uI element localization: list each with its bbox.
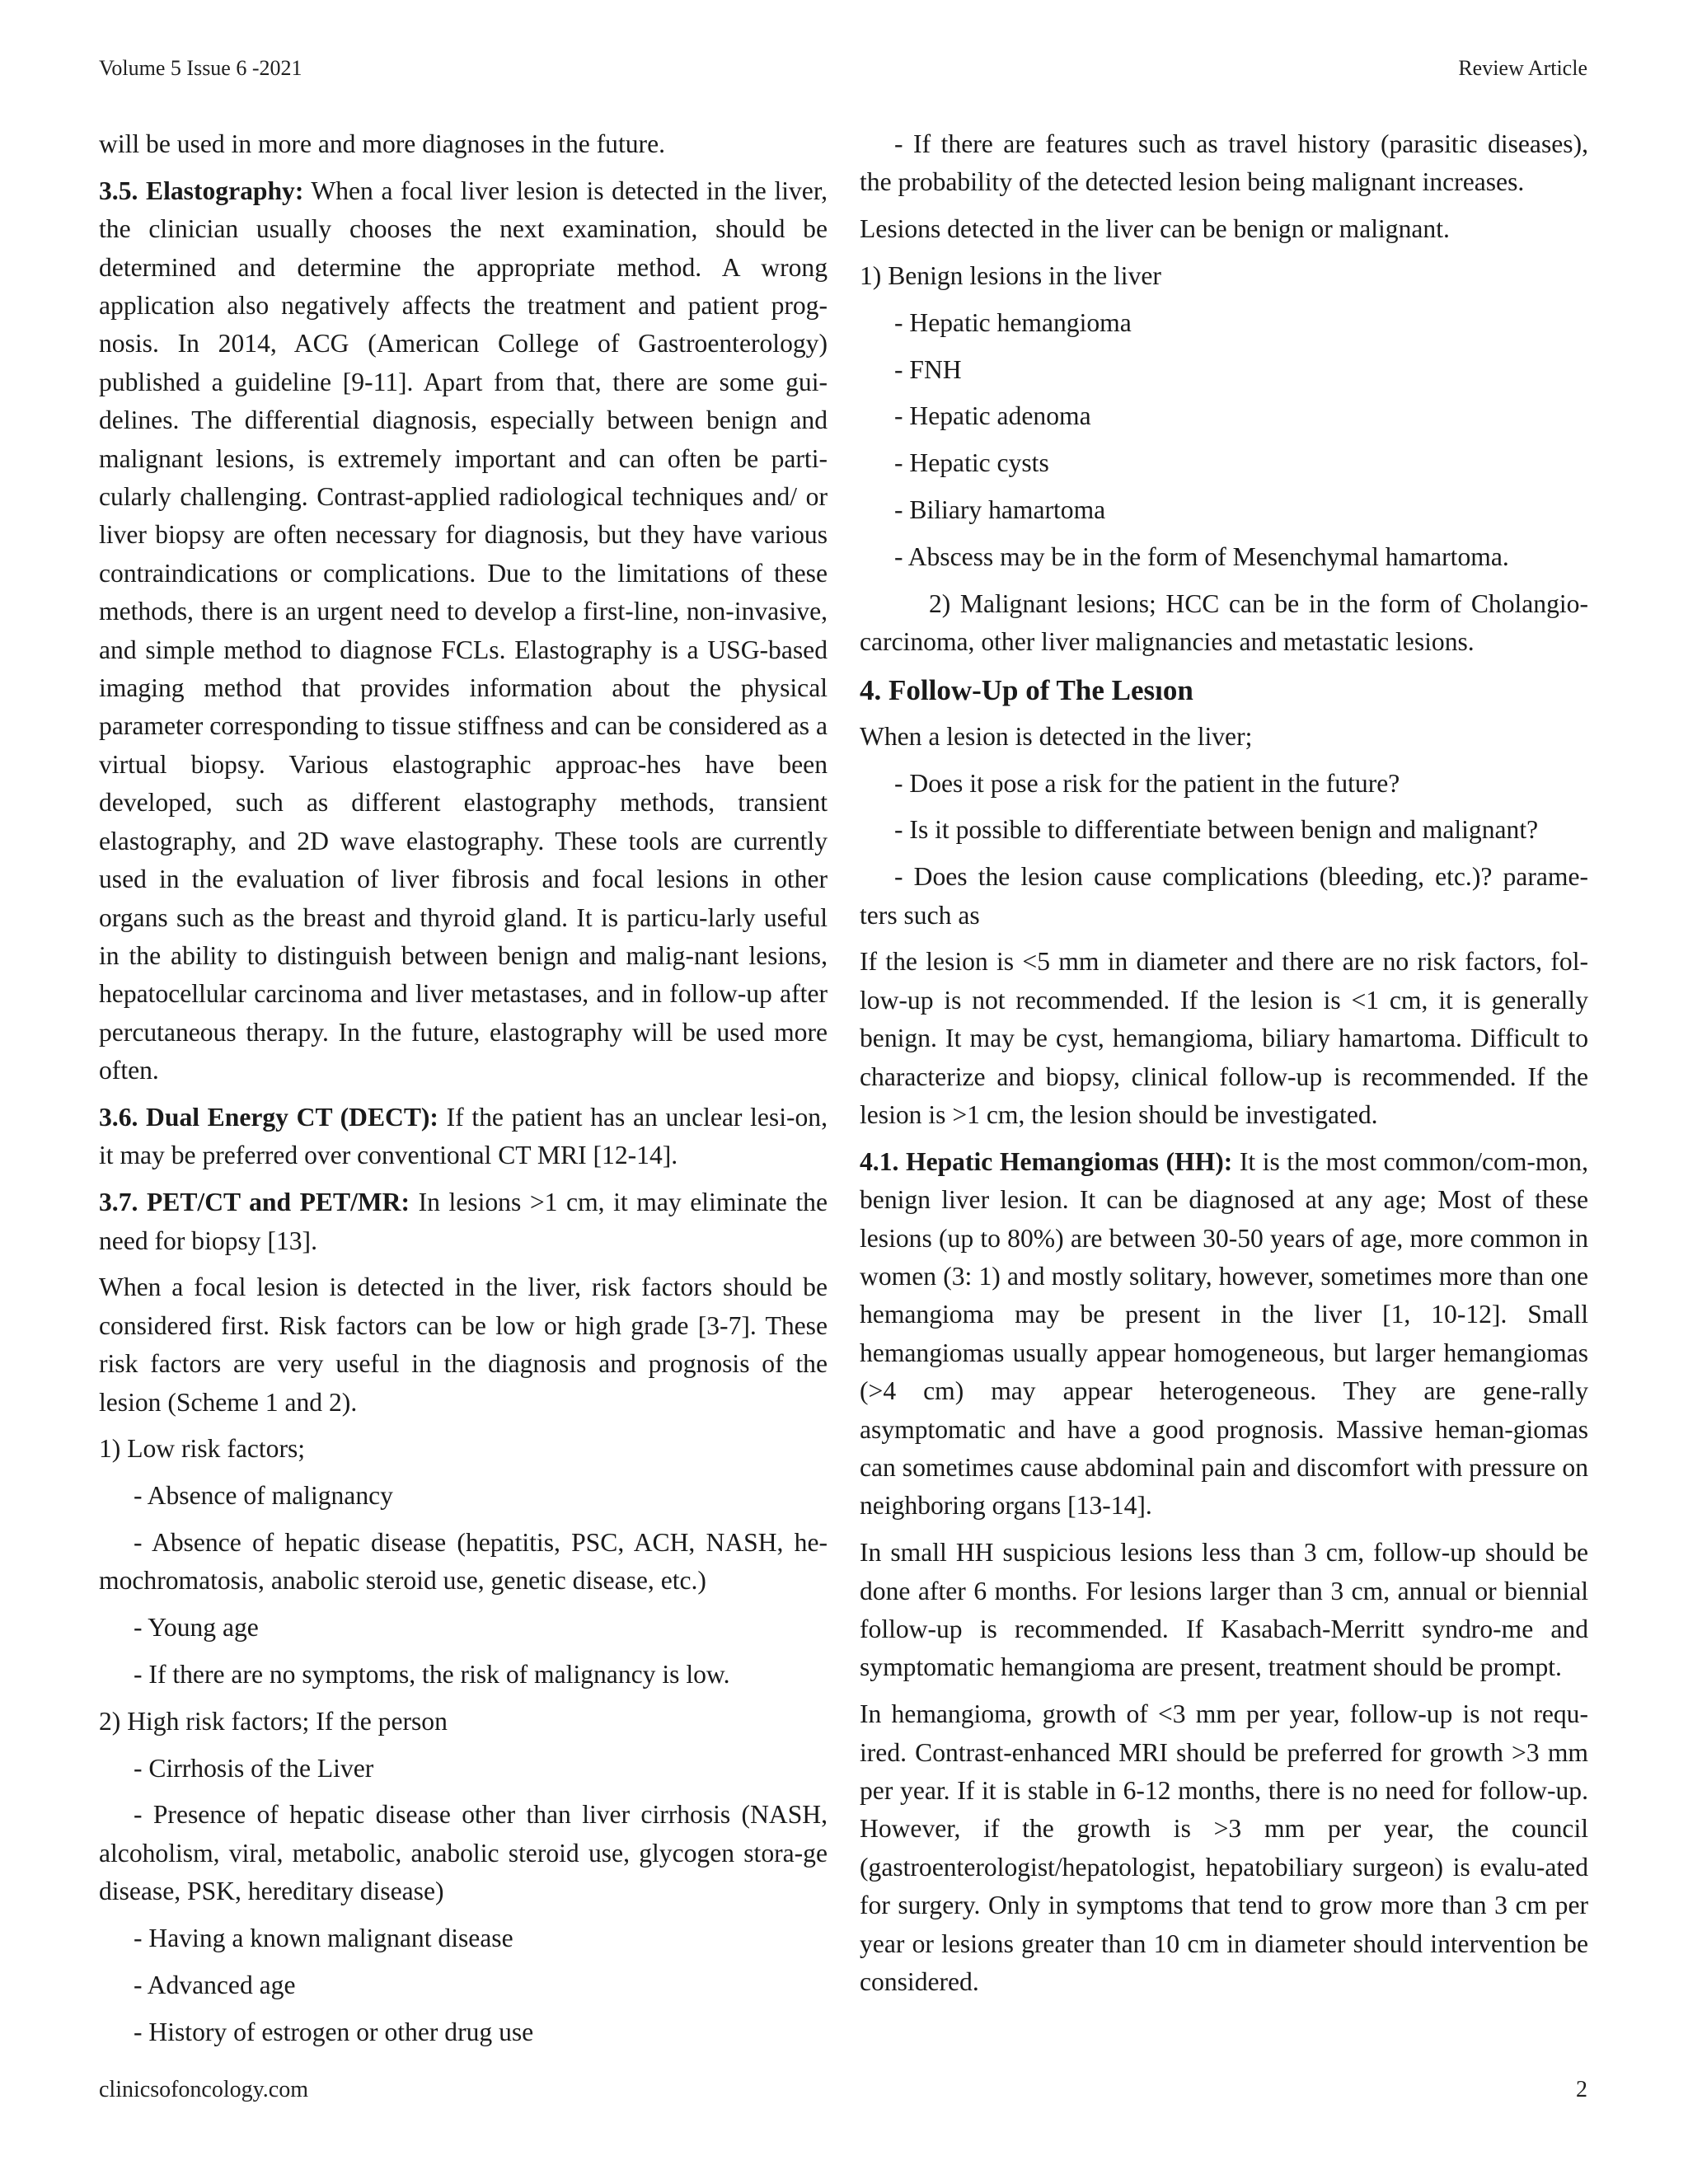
section-4-1 xyxy=(860,1143,1588,1526)
list-item: - Is it possible to differentiate between benign and malignant? xyxy=(894,815,1539,845)
list-item: - Young age xyxy=(134,1613,259,1643)
list-item: - Hepatic adenoma xyxy=(894,401,1091,431)
paragraph: - If there are features such as travel history (parasitic diseases), the probability of the detected lesion being malignant increases. xyxy=(860,129,1588,197)
section-title: 4.1. Hepatic Hemangiomas (HH): xyxy=(860,1146,1233,1176)
left-column xyxy=(99,125,828,2060)
list-item: - Having a known malignant disease xyxy=(134,1923,513,1952)
list-item: - If there are no symptoms, the risk of malignancy is low. xyxy=(134,1659,730,1689)
paragraph: In small HH suspicious lesions less than 3 cm, follow-up should be done after 6 months. For lesions larger than 3 cm, annual or biennial follow-up is recommended. If Kasabach-Merritt syndro-me and symptomatic hemangioma are present, treatment should be prompt. xyxy=(860,1538,1588,1682)
list-item: - Cirrhosis of the Liver xyxy=(134,1753,374,1783)
list-heading: 1) Low risk factors; xyxy=(99,1434,306,1464)
paragraph: Lesions detected in the liver can be benign or malignant. xyxy=(860,214,1450,244)
list-item: - Does the lesion cause complications (bleeding, etc.)? parame-ters such as xyxy=(860,862,1588,930)
paragraph: When a focal lesion is detected in the liver, risk factors should be considered first. Risk factors can be low or high grade [3-7]. These risk factors are very useful in the diagnosis and prognosis of the lesion (Scheme 1 and 2). xyxy=(99,1272,828,1417)
list-item: - Abscess may be in the form of Mesenchymal hamartoma. xyxy=(894,541,1509,571)
list-heading: 2) High risk factors; If the person xyxy=(99,1706,448,1736)
section-3-5 xyxy=(99,172,828,1090)
section-text: In lesions >1 cm, it may eliminate the need for biopsy [13]. xyxy=(99,1188,828,1255)
list-item: - Does it pose a risk for the patient in the future? xyxy=(894,768,1400,798)
section-title: 3.5. Elastography: xyxy=(99,176,304,205)
list-heading: 1) Benign lesions in the liver xyxy=(860,261,1161,290)
paragraph: If the lesion is <5 mm in diameter and there are no risk factors, fol-low-up is not recommended. If the lesion is <1 cm, it is generally benign. It may be cyst, hemangioma, biliary hamartoma. Difficult to characterize and biopsy, clinical follow-up is recommended. If the lesion is >1 cm, the lesion should be investigated. xyxy=(860,947,1588,1129)
list-item: - Presence of hepatic disease other than liver cirrhosis (NASH, alcoholism, viral, metabolic, anabolic steroid use, glycogen stora-ge disease, PSK, hereditary disease) xyxy=(99,1800,828,1906)
paragraph: will be used in more and more diagnoses in the future. xyxy=(99,129,665,158)
list-item: - Hepatic cysts xyxy=(894,448,1049,478)
right-column xyxy=(860,125,1588,2010)
journal-website: clinicsofoncology.com xyxy=(99,2077,309,2102)
list-item: - Absence of malignancy xyxy=(134,1481,393,1511)
section-heading-4: 4. Follow-Up of The Lesıon xyxy=(860,673,1193,706)
paragraph: 2) Malignant lesions; HCC can be in the form of Cholangio-carcinoma, other liver malignancies and metastatic lesions. xyxy=(860,588,1588,656)
section-title: 3.6. Dual Energy CT (DECT): xyxy=(99,1102,438,1132)
section-text: If the patient has an unclear lesi-on, it may be preferred over conventional CT MRI [12-14]. xyxy=(99,1102,828,1170)
paragraph: When a lesion is detected in the liver; xyxy=(860,721,1253,751)
page-number: 2 xyxy=(1576,2077,1587,2102)
list-item: - Absence of hepatic disease (hepatitis, PSC, ACH, NASH, he-mochromatosis, anabolic steroid use, genetic disease, etc.) xyxy=(99,1527,828,1596)
list-item: - History of estrogen or other drug use xyxy=(134,2017,534,2046)
section-text: When a focal liver lesion is detected in the liver, the clinician usually chooses the next examination, should be determined and determine the appropriate method. A wrong application also negatively affects the treatment and patient prog-nosis. In 2014, ACG (American College of Gastroenterology) published a guideline [9-11]. Apart from that, there are some gui-delines. The differential diagnosis, especially between benign and malignant lesions, is extremely important and can often be parti-cularly challenging. Contrast-applied radiological techniques and/ or liver biopsy are often necessary for diagnosis, but they have various contraindications or complications. Due to the limitations of these methods, there is an urgent need to develop a first-line, non-invasive, and simple method to diagnose FCLs. Elastography is a USG-based imaging method that provides information about the physical parameter corresponding to tissue stiffness and can be considered as a virtual biopsy. Various elastographic approac-hes have been developed, such as different elastography methods, transient elastography, and 2D wave elastography. These tools are currently used in the evaluation of liver fibrosis and focal lesions in other organs such as the breast and thyroid gland. It is particu-larly useful in the ability to distinguish between benign and malig-nant lesions, hepatocellular carcinoma and liver metastases, and in follow-up after percutaneous therapy. In the future, elastography will be used more often. xyxy=(99,176,828,1085)
list-item: - Advanced age xyxy=(134,1970,296,1999)
journal-volume: Volume 5 Issue 6 -2021 xyxy=(99,56,302,80)
list-item: - FNH xyxy=(894,354,962,384)
list-item: - Biliary hamartoma xyxy=(894,494,1106,524)
section-3-6 xyxy=(99,1099,828,1175)
section-text: It is the most common/com-mon, benign liver lesion. It can be diagnosed at any age; Most of these lesions (up to 80%) are between 30-50 years of age, more common in women (3: 1) and mostly solitary, however, sometimes more than one hemangioma may be present in the liver [1, 10-12]. Small hemangiomas usually appear homogeneous, but larger hemangiomas (>4 cm) may appear heterogeneous. They are gene-rally asymptomatic and have a good prognosis. Massive heman-giomas can sometimes cause abdominal pain and discomfort with pressure on neighboring organs [13-14]. xyxy=(860,1146,1588,1521)
list-item: - Hepatic hemangioma xyxy=(894,307,1132,337)
article-type: Review Article xyxy=(1458,56,1587,80)
section-3-7 xyxy=(99,1183,828,1260)
section-title: 3.7. PET/CT and PET/MR: xyxy=(99,1188,410,1217)
paragraph: In hemangioma, growth of <3 mm per year, follow-up is not requ-ired. Contrast-enhanced MRI should be preferred for growth >3 mm per year. If it is stable in 6-12 months, there is no need for follow-up. However, if the growth is >3 mm per year, the council (gastroenterologist/hepatologist, hepatobiliary surgeon) is evalu-ated for surgery. Only in symptoms that tend to grow more than 3 cm per year or lesions greater than 10 cm in diameter should intervention be considered. xyxy=(860,1699,1588,1997)
